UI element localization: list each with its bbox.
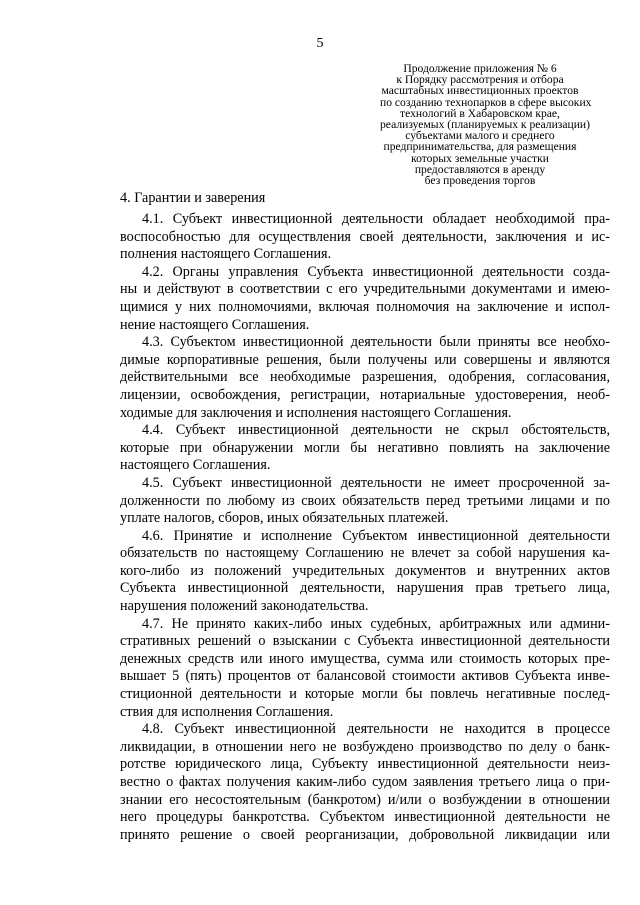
text-line: действительными все необходимые разрешения, одобрения, согласования,	[120, 369, 610, 386]
header-line: без проведения торгов	[424, 174, 536, 188]
header-line: Продолжение приложения № 6	[403, 62, 557, 75]
text-line: полнения настоящего Соглашения.	[120, 246, 332, 263]
appendix-header	[380, 62, 592, 188]
body-text	[120, 211, 610, 844]
text-line: 4.1. Субъект инвестиционной деятельности обладает необходимой пра-	[142, 211, 610, 227]
text-line: ликвидации, в отношении него не возбуждено производство по делу о банк-	[120, 738, 610, 755]
text-line: лицензии, освобождения, регистрации, нотариальные удостоверения, необ-	[120, 386, 610, 403]
text-line: принято решение о своей реорганизации, добровольной ликвидации или	[120, 826, 610, 843]
text-line: воспособностью для осуществления своей деятельности, заключения и ис-	[120, 228, 610, 245]
text-line: знании его несостоятельным (банкротом) и/или о возбуждении в отношении	[120, 791, 610, 808]
text-line: него процедуры банкротства. Субъектом инвестиционной деятельности не	[120, 809, 610, 826]
text-line: стиционной деятельности и которые могли бы повлечь негативные послед-	[120, 686, 610, 703]
text-line: ходимые для заключения и исполнения настоящего Соглашения.	[120, 404, 512, 421]
text-line: димые корпоративные решения, были получены или совершены и являются	[120, 351, 610, 368]
text-line: стративных решений о взыскании с Субъекта инвестиционной деятельности	[120, 633, 610, 650]
header-line: которых земельные участки	[411, 151, 549, 165]
header-line: по созданию технопарков в сфере высоких	[380, 95, 592, 109]
text-line: щимися у них полномочиями, включая полномочия на заключение и испол-	[120, 298, 610, 315]
text-line: нарушения положений законодательства.	[120, 598, 369, 615]
text-line: 4.2. Органы управления Субъекта инвестиционной деятельности созда-	[142, 263, 610, 280]
text-line: кого-либо из положений учредительных документов и внутренних актов	[120, 562, 610, 579]
text-line: ны и действуют в соответствии с его учредительными документами и имею-	[120, 281, 610, 298]
text-line: 4.8. Субъект инвестиционной деятельности не находится в процессе	[142, 721, 610, 738]
text-line: уплате налогов, сборов, иных обязательных платежей.	[120, 510, 449, 527]
text-line: обязательств по настоящему Соглашению не влечет за собой нарушения ка-	[120, 545, 610, 562]
header-line: субъектами малого и среднего	[405, 129, 555, 143]
text-line: вестно о фактах получения каким-либо судом заявления третьего лица о при-	[120, 774, 610, 790]
text-line: настоящего Соглашения.	[120, 457, 271, 474]
header-line: технологий в Хабаровском крае,	[400, 106, 560, 120]
text-line: денежных средств или иного имущества, сумма или стоимость которых пре-	[120, 650, 610, 667]
text-line: 4.5. Субъект инвестиционной деятельности не имеет просроченной за-	[142, 474, 610, 491]
text-line: ротстве юридического лица, Субъекту инвестиционной деятельности неиз-	[120, 756, 610, 773]
text-line: вышает 5 (пять) процентов от балансовой стоимости активов Субъекта инве-	[120, 668, 610, 685]
text-line: Субъекта инвестиционной деятельности, нарушения прав третьего лица,	[120, 580, 610, 597]
text-line: долженности по любому из своих обязательств перед третьими лицами и по	[120, 492, 610, 509]
text-line: которые при обнаружении могли бы негативно повлиять на заключение	[120, 439, 610, 456]
text-line: нение настоящего Соглашения.	[120, 316, 310, 333]
text-line: 4.4. Субъект инвестиционной деятельности не скрыл обстоятельств,	[142, 422, 610, 439]
header-line: масштабных инвестиционных проектов	[381, 84, 579, 98]
text-line: 4.6. Принятие и исполнение Субъектом инвестиционной деятельности	[142, 527, 610, 544]
text-line: 4.3. Субъектом инвестиционной деятельности были приняты все необхо-	[142, 334, 610, 351]
page-number: 5	[316, 36, 324, 51]
header-line: к Порядку рассмотрения и отбора	[396, 73, 564, 87]
text-line: 4.7. Не принято каких-либо иных судебных, арбитражных или админи-	[142, 615, 610, 632]
header-line: реализуемых (планируемых к реализации)	[380, 118, 590, 132]
text-line: ствия для исполнения Соглашения.	[120, 703, 334, 720]
header-line: предпринимательства, для размещения	[383, 140, 577, 154]
header-line: предоставляются в аренду	[414, 162, 546, 176]
section-title: 4. Гарантии и заверения	[120, 190, 266, 206]
